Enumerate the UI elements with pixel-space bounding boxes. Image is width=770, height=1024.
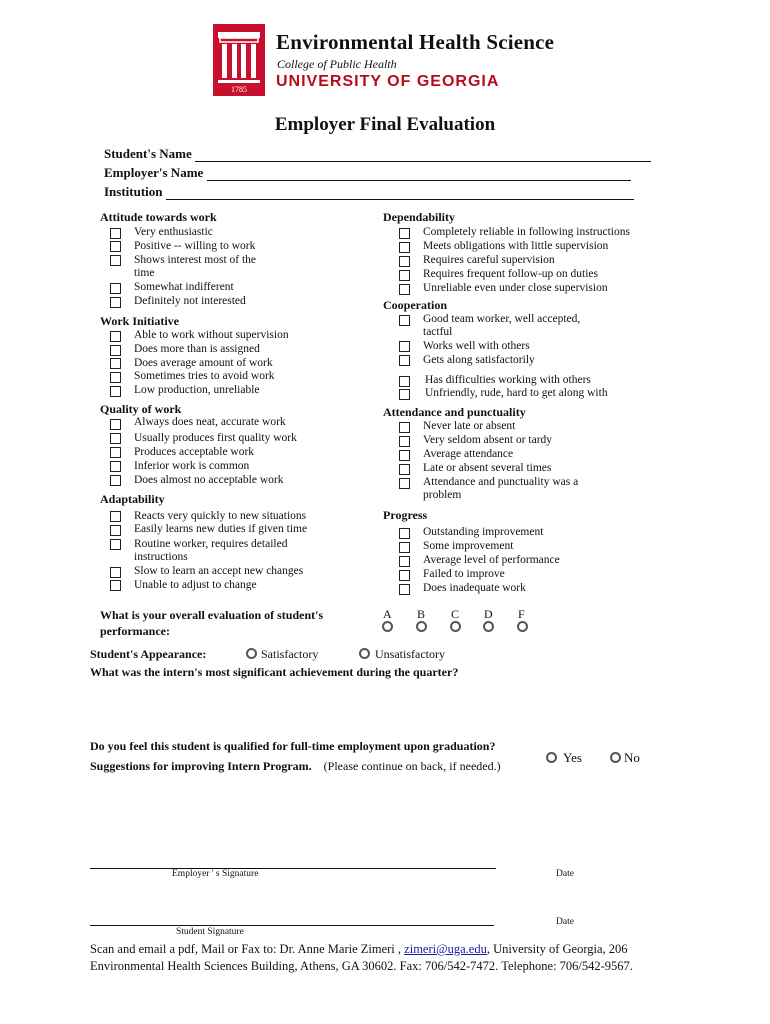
checkbox-cooperation-4[interactable] bbox=[399, 376, 410, 387]
checkbox-dependability-3[interactable] bbox=[399, 256, 410, 267]
footer-line-1 bbox=[90, 942, 628, 957]
checkbox-initiative-4[interactable] bbox=[110, 372, 121, 383]
checkbox-cooperation-2[interactable] bbox=[399, 341, 410, 352]
option-label: Unable to adjust to change bbox=[134, 579, 257, 591]
grade-radio-d[interactable] bbox=[483, 621, 494, 632]
checkbox-progress-4[interactable] bbox=[399, 570, 410, 581]
section-heading-attendance: Attendance and punctuality bbox=[383, 405, 526, 419]
option-label: Inferior work is common bbox=[134, 460, 250, 472]
checkbox-dependability-1[interactable] bbox=[399, 228, 410, 239]
checkbox-initiative-1[interactable] bbox=[110, 331, 121, 342]
checkbox-cooperation-3[interactable] bbox=[399, 355, 410, 366]
checkbox-attitude-3[interactable] bbox=[110, 255, 121, 266]
checkbox-adaptability-5[interactable] bbox=[110, 580, 121, 591]
checkbox-quality-5[interactable] bbox=[110, 475, 121, 486]
option-label: Works well with others bbox=[423, 340, 530, 352]
suggestions-note: (Please continue on back, if needed.) bbox=[323, 759, 501, 773]
section-heading-dependability: Dependability bbox=[383, 210, 456, 224]
option-label: Sometimes tries to avoid work bbox=[134, 370, 275, 382]
checkbox-progress-1[interactable] bbox=[399, 528, 410, 539]
student-name-field[interactable] bbox=[104, 146, 651, 162]
section-heading-attitude: Attitude towards work bbox=[100, 210, 217, 224]
option-label: Does more than is assigned bbox=[134, 343, 260, 355]
checkbox-progress-5[interactable] bbox=[399, 584, 410, 595]
checkbox-attendance-1[interactable] bbox=[399, 422, 410, 433]
option-label: Produces acceptable work bbox=[134, 446, 255, 458]
section-heading-adaptability: Adaptability bbox=[100, 492, 165, 506]
section-heading-quality: Quality of work bbox=[100, 402, 182, 416]
checkbox-adaptability-2[interactable] bbox=[110, 525, 121, 536]
option-label: Unreliable even under close supervision bbox=[423, 282, 608, 294]
appearance-radio-unsatisfactory[interactable] bbox=[359, 648, 370, 659]
checkbox-dependability-5[interactable] bbox=[399, 284, 410, 295]
student-signature-label: Student Signature bbox=[176, 927, 244, 937]
appearance-radio-satisfactory[interactable] bbox=[246, 648, 257, 659]
grade-label-b: B bbox=[417, 607, 426, 621]
checkbox-cooperation-1[interactable] bbox=[399, 315, 410, 326]
employer-name-label: Employer's Name bbox=[104, 165, 204, 180]
svg-text:1785: 1785 bbox=[231, 85, 247, 94]
grade-label-d: D bbox=[484, 607, 493, 621]
option-label: Low production, unreliable bbox=[134, 384, 260, 396]
section-heading-progress: Progress bbox=[383, 508, 428, 522]
checkbox-progress-3[interactable] bbox=[399, 556, 410, 567]
employment-option-yes: Yes bbox=[563, 750, 582, 765]
checkbox-attendance-3[interactable] bbox=[399, 450, 410, 461]
employment-question: Do you feel this student is qualified for full-time employment upon graduation? bbox=[90, 739, 496, 753]
checkbox-dependability-2[interactable] bbox=[399, 242, 410, 253]
option-label: Average level of performance bbox=[423, 554, 560, 566]
option-label: Always does neat, accurate work bbox=[134, 416, 286, 428]
dept-title: Environmental Health Science bbox=[276, 30, 555, 54]
option-label: Outstanding improvement bbox=[423, 526, 544, 538]
grade-label-c: C bbox=[451, 607, 460, 621]
checkbox-adaptability-3[interactable] bbox=[110, 539, 121, 550]
appearance-option-unsatisfactory: Unsatisfactory bbox=[375, 647, 445, 661]
option-label: Some improvement bbox=[423, 540, 514, 552]
option-label: Does average amount of work bbox=[134, 357, 273, 369]
employer-name-field[interactable] bbox=[104, 165, 631, 181]
checkbox-adaptability-4[interactable] bbox=[110, 567, 121, 578]
grade-label-a: A bbox=[383, 607, 392, 621]
option-label: Very enthusiastic bbox=[134, 226, 213, 238]
overall-question: What is your overall evaluation of student's performance: bbox=[100, 608, 324, 638]
achievement-answer-area[interactable] bbox=[90, 682, 690, 732]
grade-radio-f[interactable] bbox=[517, 621, 528, 632]
student-name-line[interactable] bbox=[195, 149, 651, 162]
student-date-label: Date bbox=[556, 917, 574, 927]
option-label: Definitely not interested bbox=[134, 295, 246, 307]
achievement-question: What was the intern's most significant achievement during the quarter? bbox=[90, 665, 459, 679]
employer-signature-label: Employer ' s Signature bbox=[172, 869, 259, 879]
option-label: Positive -- willing to work bbox=[134, 240, 256, 252]
institution-label: Institution bbox=[104, 184, 163, 199]
option-label: Does inadequate work bbox=[423, 582, 526, 594]
checkbox-dependability-4[interactable] bbox=[399, 270, 410, 281]
employer-signature-line[interactable] bbox=[90, 868, 496, 869]
checkbox-attitude-1[interactable] bbox=[110, 228, 121, 239]
checkbox-initiative-3[interactable] bbox=[110, 358, 121, 369]
option-label: Meets obligations with little supervision bbox=[423, 240, 609, 252]
option-label: Attendance and punctuality was a problem bbox=[423, 476, 579, 501]
university-name: UNIVERSITY OF GEORGIA bbox=[276, 73, 500, 90]
option-label: Good team worker, well accepted, tactful bbox=[423, 313, 581, 338]
option-label: Unfriendly, rude, hard to get along with bbox=[425, 387, 608, 399]
grade-label-f: F bbox=[518, 607, 525, 621]
checkbox-attendance-4[interactable] bbox=[399, 464, 410, 475]
uga-arch-logo bbox=[213, 24, 265, 96]
option-label: Requires careful supervision bbox=[423, 254, 555, 266]
employment-option-no: No bbox=[624, 750, 640, 765]
employment-radio-no[interactable] bbox=[610, 752, 621, 763]
option-label: Able to work without supervision bbox=[134, 329, 289, 341]
checkbox-initiative-5[interactable] bbox=[110, 386, 121, 397]
employer-name-line[interactable] bbox=[207, 168, 631, 181]
employment-radio-yes[interactable] bbox=[546, 752, 557, 763]
option-label: Gets along satisfactorily bbox=[423, 354, 535, 366]
grade-radio-a[interactable] bbox=[382, 621, 393, 632]
option-label: Routine worker, requires detailed instructions bbox=[134, 538, 288, 563]
option-label: Average attendance bbox=[423, 448, 514, 460]
option-label: Never late or absent bbox=[423, 420, 516, 432]
option-label: Requires frequent follow-up on duties bbox=[423, 268, 599, 280]
appearance-label: Student's Appearance: bbox=[90, 647, 207, 661]
institution-line[interactable] bbox=[166, 187, 634, 200]
option-label: Reacts very quickly to new situations bbox=[134, 510, 307, 522]
grade-radio-b[interactable] bbox=[416, 621, 427, 632]
checkbox-attitude-5[interactable] bbox=[110, 297, 121, 308]
footer-email-link[interactable]: zimeri@uga.edu bbox=[404, 942, 487, 956]
checkbox-attendance-5[interactable] bbox=[399, 478, 410, 489]
option-label: Has difficulties working with others bbox=[425, 374, 591, 386]
suggestions-answer-area[interactable] bbox=[90, 775, 690, 855]
student-signature-line[interactable] bbox=[90, 925, 494, 926]
option-label: Late or absent several times bbox=[423, 462, 552, 474]
employer-date-label: Date bbox=[556, 869, 574, 879]
checkbox-quality-4[interactable] bbox=[110, 461, 121, 472]
checkbox-quality-2[interactable] bbox=[110, 433, 121, 444]
form-title: Employer Final Evaluation bbox=[274, 114, 496, 135]
checkbox-attitude-2[interactable] bbox=[110, 241, 121, 252]
suggestions-label: Suggestions for improving Intern Program. bbox=[90, 759, 312, 773]
institution-field[interactable] bbox=[104, 184, 634, 200]
suggestions-row bbox=[90, 757, 501, 775]
checkbox-quality-3[interactable] bbox=[110, 447, 121, 458]
footer-address-text: , University of Georgia, 206 bbox=[486, 942, 628, 956]
option-label: Very seldom absent or tardy bbox=[423, 434, 553, 446]
student-name-label: Student's Name bbox=[104, 146, 192, 161]
footer-contact-text: Scan and email a pdf, Mail or Fax to: Dr. Anne Marie Zimeri , bbox=[90, 942, 402, 956]
option-label: Somewhat indifferent bbox=[134, 281, 234, 293]
appearance-option-satisfactory: Satisfactory bbox=[261, 647, 319, 661]
option-label: Completely reliable in following instructions bbox=[423, 226, 630, 238]
checkbox-initiative-2[interactable] bbox=[110, 345, 121, 356]
footer-line-2: Environmental Health Sciences Building, Athens, GA 30602. Fax: 706/542-7472. Telephone: 706/542-9567. bbox=[90, 959, 633, 973]
checkbox-attitude-4[interactable] bbox=[110, 283, 121, 294]
option-label: Slow to learn an accept new changes bbox=[134, 565, 304, 577]
checkbox-progress-2[interactable] bbox=[399, 542, 410, 553]
option-label: Shows interest most of the time bbox=[134, 254, 257, 279]
checkbox-adaptability-1[interactable] bbox=[110, 511, 121, 522]
checkbox-attendance-2[interactable] bbox=[399, 436, 410, 447]
section-heading-cooperation: Cooperation bbox=[383, 298, 447, 312]
option-label: Failed to improve bbox=[423, 568, 505, 580]
option-label: Usually produces first quality work bbox=[134, 432, 297, 444]
checkbox-quality-1[interactable] bbox=[110, 419, 121, 430]
college-name: College of Public Health bbox=[277, 57, 397, 71]
grade-radio-c[interactable] bbox=[450, 621, 461, 632]
section-heading-initiative: Work Initiative bbox=[100, 314, 180, 328]
option-label: Easily learns new duties if given time bbox=[134, 523, 308, 535]
option-label: Does almost no acceptable work bbox=[134, 474, 284, 486]
checkbox-cooperation-5[interactable] bbox=[399, 389, 410, 400]
